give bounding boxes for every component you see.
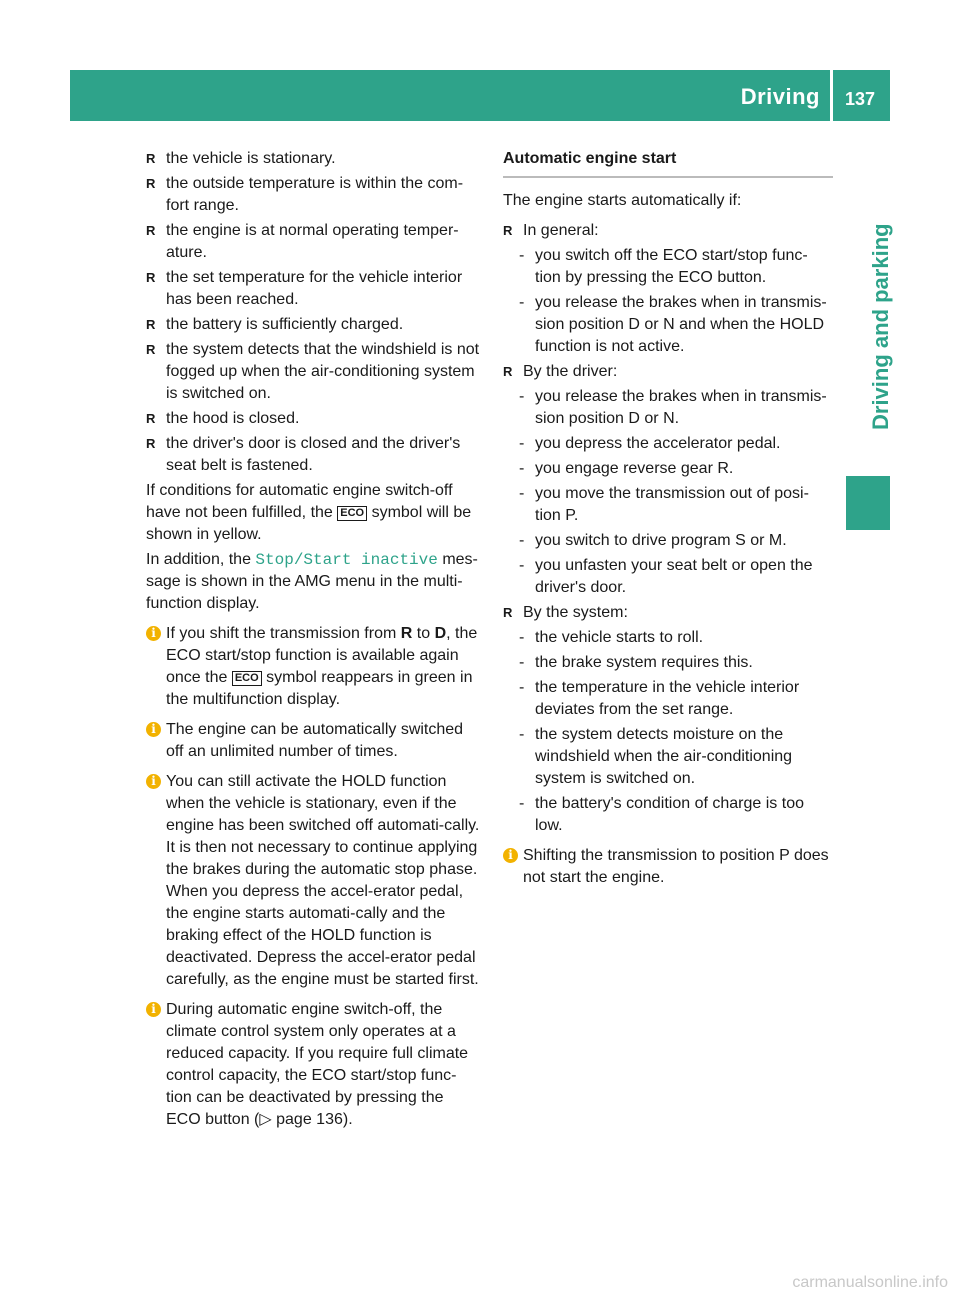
header-divider — [830, 70, 833, 121]
header-title: Driving — [740, 84, 820, 109]
watermark: carmanualsonline.info — [792, 1274, 948, 1291]
sub-list-item: - you switch to drive program S or M. — [503, 530, 833, 552]
info-icon: i — [146, 774, 161, 789]
list-item: R the set temperature for the vehicle interior has been reached. — [146, 267, 481, 311]
sub-list-item: - you move the transmission out of posi-tion P. — [503, 483, 833, 527]
page-number: 137 — [845, 89, 876, 109]
list-item: R the driver's door is closed and the driver's seat belt is fastened. — [146, 433, 481, 477]
info-icon: i — [146, 1002, 161, 1017]
side-tab-block — [846, 476, 890, 530]
page-header — [70, 70, 890, 121]
sub-list-item: - the vehicle starts to roll. — [503, 627, 833, 649]
info-note: i During automatic engine switch-off, the climate control system only operates at a reduced capacity. If you require full climate control capacity, the ECO start/stop func-tion can be deactivated by pressing the ECO button (▷ page 136). — [146, 999, 481, 1131]
info-icon: i — [146, 722, 161, 737]
side-tab-label: Driving and parking — [868, 223, 893, 430]
paragraph: If conditions for automatic engine switch-off have not been fulfilled, the ECO symbol will be shown in yellow. — [146, 482, 472, 543]
sub-list-item: - you release the brakes when in transmis-sion position D or N and when the HOLD function is not active. — [503, 292, 833, 358]
left-column — [146, 148, 481, 1134]
info-icon: i — [146, 626, 161, 641]
list-item: R In general: — [503, 220, 833, 242]
info-note: i The engine can be automatically switched off an unlimited number of times. — [146, 719, 481, 763]
list-item: R the battery is sufficiently charged. — [146, 314, 481, 336]
list-item: R the hood is closed. — [146, 408, 481, 430]
eco-symbol-icon: ECO — [232, 671, 262, 686]
sub-list-item: - the temperature in the vehicle interior deviates from the set range. — [503, 677, 833, 721]
sub-list-item: - you release the brakes when in transmis-sion position D or N. — [503, 386, 833, 430]
sub-list-item: - the battery's condition of charge is too low. — [503, 793, 833, 837]
list-item: R the engine is at normal operating temper-ature. — [146, 220, 481, 264]
info-note: i Shifting the transmission to position P does not start the engine. — [503, 845, 833, 889]
sub-list-item: - you depress the accelerator pedal. — [503, 433, 833, 455]
list-item: R the vehicle is stationary. — [146, 148, 481, 170]
sub-list-item: - you unfasten your seat belt or open the driver's door. — [503, 555, 833, 599]
sub-list-item: - the system detects moisture on the windshield when the air-conditioning system is switched on. — [503, 724, 833, 790]
sub-list-item: - you switch off the ECO start/stop func-tion by pressing the ECO button. — [503, 245, 833, 289]
section-heading: Automatic engine start — [503, 148, 833, 178]
paragraph: In addition, the Stop/Start inactive mes-sage is shown in the AMG menu in the multi-function display. — [146, 551, 478, 612]
sub-list-item: - you engage reverse gear R. — [503, 458, 833, 480]
list-item: R the outside temperature is within the com-fort range. — [146, 173, 481, 217]
list-item: R By the driver: — [503, 361, 833, 383]
info-note: i If you shift the transmission from R to D, the ECO start/stop function is available again once the ECO symbol reappears in green in the multifunction display. — [146, 623, 481, 711]
info-icon: i — [503, 848, 518, 863]
list-item: R the system detects that the windshield is not fogged up when the air-conditioning system is switched on. — [146, 339, 481, 405]
paragraph: The engine starts automatically if: — [503, 192, 742, 209]
info-note: i You can still activate the HOLD function when the vehicle is stationary, even if the engine has been switched off automati-cally. It is then not necessary to continue applying the brakes during the automatic stop phase. When you depress the accel-erator pedal, the engine starts automati-cally and the braking effect of the HOLD function is deactivated. Depress the accel-erator pedal carefully, as the engine must be started first. — [146, 771, 481, 991]
sub-list-item: - the brake system requires this. — [503, 652, 833, 674]
display-message: Stop/Start inactive — [255, 551, 438, 569]
right-column — [503, 148, 833, 892]
eco-symbol-icon: ECO — [337, 506, 367, 521]
list-item: R By the system: — [503, 602, 833, 624]
